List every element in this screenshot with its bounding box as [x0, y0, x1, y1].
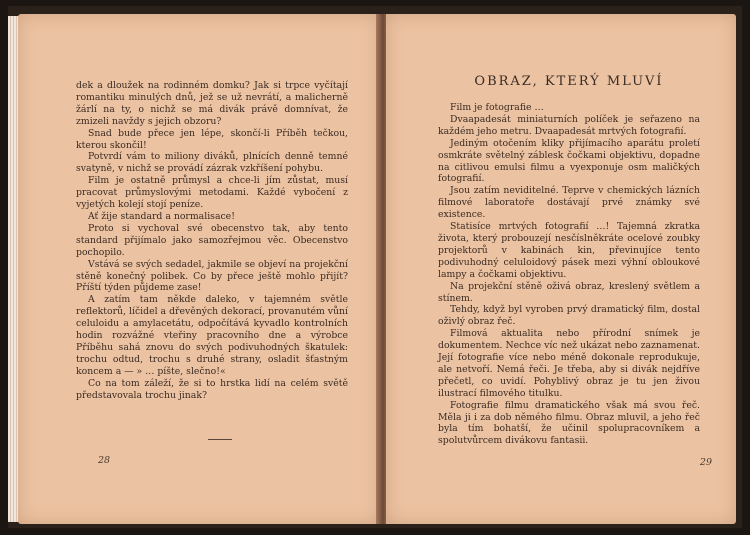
paragraph: Jsou zatím neviditelné. Teprve v chemických lázních filmové laboratoře dostávají prvé známky své existence.	[438, 185, 700, 221]
right-page-text	[438, 102, 700, 447]
paragraph: Film je ostatně průmysl a chce-li jím zůstat, musí pracovat průmyslovými metodami. Každé vybočení z vyjetých kolejí stojí peníze.	[76, 175, 348, 211]
paragraph: Na projekční stěně oživá obraz, kreslený světlem a stínem.	[438, 280, 700, 304]
paragraph: Proto si vychoval své obecenstvo tak, aby tento standard přijímalo jako samozřejmou věc. Obecenstvo pochopilo.	[76, 222, 348, 258]
paragraph: Film je fotografie …	[450, 102, 544, 113]
page-number: 29	[699, 457, 712, 468]
paragraph: Jediným otočením kliky přijímacího aparátu proletí osmkráte světelný záblesk čočkami objektivu, dopadne na citlivou emulsi filmu a vyexponuje osm maličkých fotografií.	[438, 137, 700, 185]
left-page-text	[76, 80, 348, 401]
divider	[208, 439, 232, 440]
paragraph: Vstává se svých sedadel, jakmile se objeví na projekční stěně konečný polibek. Co by přece ještě mohlo přijít? Příští týden půjdeme zase!	[76, 258, 348, 294]
paragraph: Dvaapadesát miniaturních políček je seřazeno na každém jeho metru. Dvaapadesát mrtvých fotografií.	[438, 113, 700, 137]
paragraph: Ať žije standard a normalisace!	[88, 210, 235, 222]
right-page	[386, 14, 736, 524]
paragraph: dek a dloužek na rodinném domku? Jak si trpce vyčítají romantiku minulých dnů, jež se už nevrátí, a malicherně žárlí na ty, o nichž se má divák právě domnívat, že zmizeli navždy s jejich obzoru?	[76, 80, 348, 127]
paragraph: Statisíce mrtvých fotografií …! Tajemná zkratka života, který probouzejí nesčíslněkráte ocelové zoubky projektorů v kabinách kin, převinujíce tento podivuhodný celuloidový pásek mezi výhní obloukové lampy a čočkami objektivu.	[438, 221, 700, 280]
page-number: 28	[98, 455, 111, 466]
left-page	[18, 14, 380, 524]
paragraph: Fotografie filmu dramatického však má svou řeč. Měla ji i za dob němého filmu. Obraz mluvil, a jeho řeč byla tím bohatší, že učinil spolupracovníkem a spolutvůrcem divákovu fantasii.	[438, 399, 700, 447]
chapter-title: OBRAZ, KTERÝ MLUVÍ	[474, 74, 664, 89]
paragraph: Tehdy, když byl vyroben prvý dramatický film, dostal oživlý obraz řeč.	[438, 304, 700, 328]
paragraph: Filmová aktualita nebo přírodní snímek je dokumentem. Nechce víc než ukázat nebo zaznamenat. Její fotografie více nebo méně dokonale reprodukuje, ale netvoří. Nemá řeči. Je třeba, aby si divák nejdříve přečetl, co uvidí. Pohyblivý obraz je tu jen živou ilustrací filmového titulku.	[438, 328, 700, 399]
paragraph: Snad bude přece jen lépe, skončí-li Příběh tečkou, kterou skončil!	[76, 127, 348, 151]
paragraph: Co na tom záleží, že si to hrstka lidí na celém světě představovala trochu jinak?	[76, 377, 348, 401]
book-spread	[8, 6, 742, 528]
paragraph: Potvrdí vám to miliony diváků, plnících denně temné svatyně, v nichž se provádí zázrak vzkříšení pohybu.	[76, 151, 348, 175]
paragraph: A zatím tam někde daleko, v tajemném světle reflektorů, líčidel a dřevěných dekorací, provanutém vůní celuloidu a amylacetátu, odpočítává kyvadlo kontrolních hodin rozvážné vteřiny pracovního dne a výrobce Příběhu sahá znovu do svých podivuhodných škatulek: trochu odtud, trochu s druhé strany, osladit šťastným koncem a — » … píšte, slečno!«	[76, 294, 348, 377]
